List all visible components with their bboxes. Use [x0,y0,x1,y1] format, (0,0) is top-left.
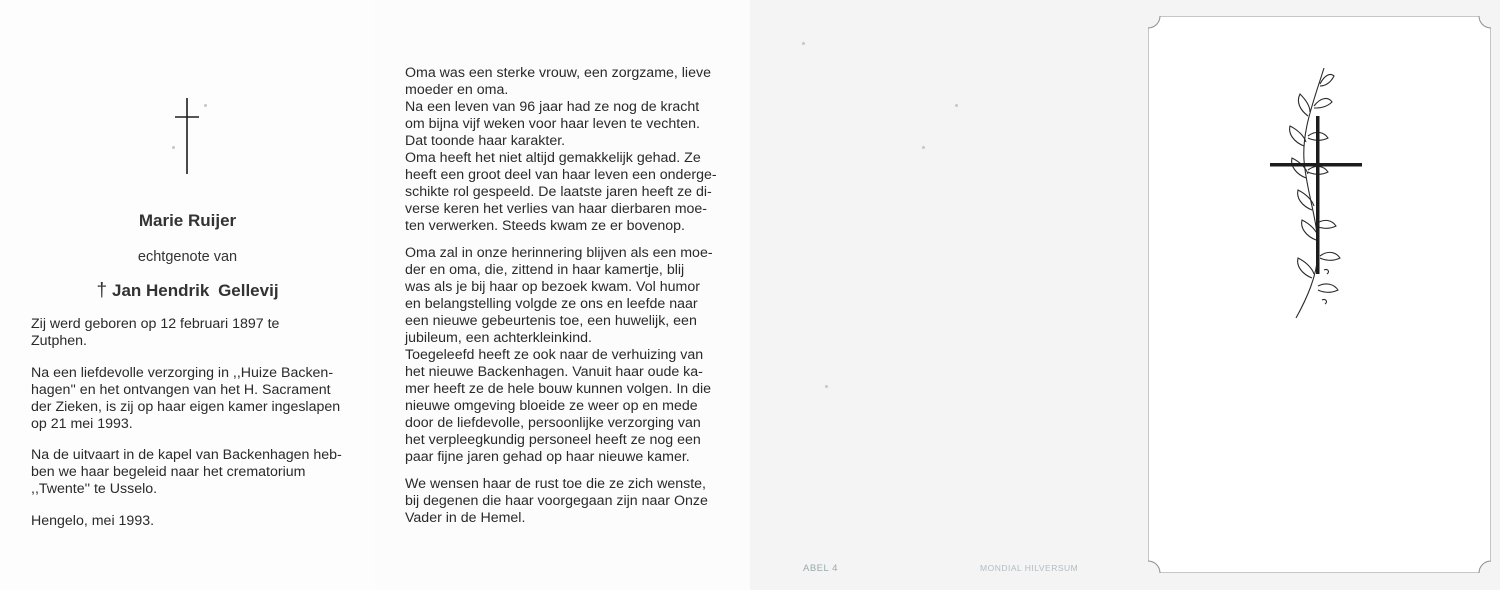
text-line: der en oma, die, zittend in haar kamertje, blij [405,262,685,278]
text-line: Oma was een sterke vrouw, een zorgzame, lieve [405,65,711,81]
text-line: op 21 mei 1993. [31,416,133,432]
text-line: heeft een groot deel van haar leven een onderge- [405,167,717,183]
printer-code: ABEL 4 [803,563,838,574]
speck [825,385,828,388]
text-line: jubileum, een achterkleinkind. [405,330,592,346]
text-line: Dat toonde haar karakter. [405,133,566,149]
text-line: het nieuwe Backenhagen. Vanuit haar oude ka- [405,364,703,380]
text-line: Zij werd geboren op 12 februari 1897 te [31,316,280,332]
spouse-name [0,280,375,302]
text-line: Toegeleefd heeft ze ook naar de verhuizing van [405,347,704,363]
right-panel [750,0,1500,590]
text-line: het verpleegkundig personeel heeft ze nog een [405,432,701,448]
text-line: Vader in de Hemel. [405,510,526,526]
text-line: Oma heeft het niet altijd gemakkelijk gehad. Ze [405,150,701,166]
text-line: paar fijne jaren gehad op haar nieuwe kamer. [405,449,690,465]
cross-icon [170,98,204,174]
text-line: Na de uitvaart in de kapel van Backenhagen heb- [31,447,342,463]
deceased-name: Marie Ruijer [138,211,237,230]
text-line: en belangstelling volgde ze ons en leefde naar [405,296,698,312]
tribute-paragraph-2 [405,245,713,466]
place-date-paragraph [31,513,154,530]
text-line: Hengelo, mei 1993. [31,513,155,529]
text-line: mer heeft ze de hele bouw kunnen volgen. In die [405,381,712,397]
cross-with-palm-branch-icon [1262,60,1382,322]
spouse-first-names: Jan Hendrik [112,281,210,300]
speck [802,42,805,45]
dagger-symbol: † [96,280,108,301]
speck [922,146,925,149]
spouse-intro: echtgenote van [137,249,238,265]
text-line: een nieuwe gebeurtenis toe, een huwelijk, een [405,313,697,329]
speck [172,146,175,149]
printer-name: MONDIAL HILVERSUM [980,563,1079,573]
tribute-paragraph-3 [405,476,708,527]
text-line: bij degenen die haar voorgegaan zijn naar Onze [405,493,708,509]
text-line: schikte rol gespeeld. De laatste jaren heeft ze di- [405,184,712,200]
text-line: ,,Twente'' te Usselo. [31,481,158,497]
text-line: der Zieken, is zij op haar eigen kamer ingeslapen [31,399,341,415]
text-line: door de liefdevolle, persoonlijke verzorging van [405,415,701,431]
text-line: ten verwerken. Steeds kwam ze er bovenop. [405,218,685,234]
middle-panel [375,0,750,590]
text-line: moeder en oma. [405,82,509,98]
left-panel [0,0,375,590]
text-line: nieuwe omgeving bloeide ze weer op en mede [405,398,698,414]
text-line: hagen'' en het ontvangen van het H. Sacrament [31,382,331,398]
text-line: Zutphen. [31,333,88,349]
spouse-surname: Gellevij [218,281,279,300]
birth-paragraph [31,316,279,350]
text-line: Na een leven van 96 jaar had ze nog de kracht [405,99,700,115]
tribute-paragraph-1 [405,65,717,235]
speck [204,104,207,107]
text-line: Oma zal in onze herinnering blijven als een moe- [405,245,713,261]
funeral-paragraph [31,447,342,498]
text-line: ben we haar begeleid naar het crematorium [31,464,306,480]
speck [955,104,958,107]
death-paragraph [31,365,340,433]
text-line: Na een liefdevolle verzorging in ,,Huize Backen- [31,365,334,381]
text-line: was als je bij haar op bezoek kwam. Vol humor [405,279,700,295]
text-line: verse keren het verlies van haar dierbaren moe- [405,201,708,217]
text-line: We wensen haar de rust toe die ze zich wenste, [405,476,706,492]
text-line: om bijna vijf weken voor haar leven te vechten. [405,116,700,132]
